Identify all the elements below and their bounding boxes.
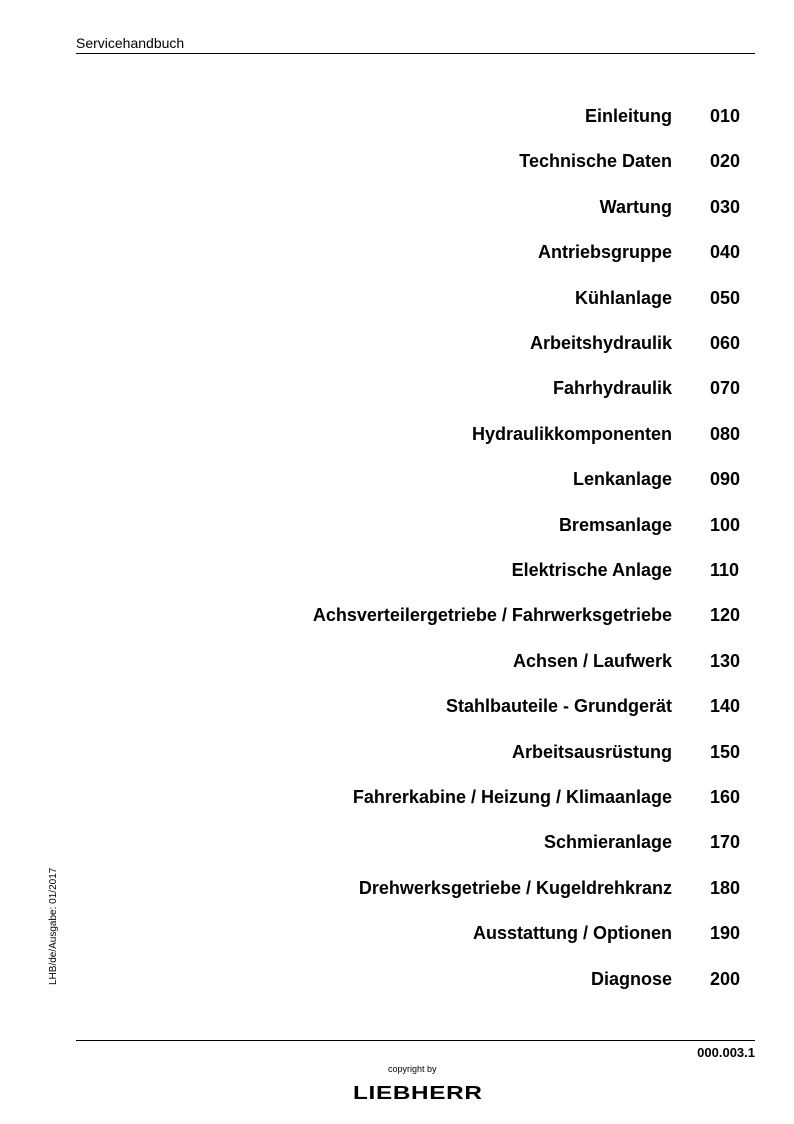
footer-rule [76, 1040, 755, 1041]
toc-entry-number: 100 [710, 514, 741, 535]
toc-entry-number: 030 [710, 196, 741, 217]
toc-entry-number: 090 [710, 469, 741, 490]
toc-entry [0, 969, 794, 997]
toc-entry [0, 424, 794, 452]
toc-entry-title: Fahrhydraulik [552, 378, 672, 399]
toc-entry-number: 080 [710, 423, 741, 444]
toc-entry-title: Bremsanlage [558, 514, 672, 535]
toc-entry-number: 060 [710, 333, 741, 353]
liebherr-logo: LIEBHERR [353, 1083, 483, 1103]
toc-entry-title: Einleitung [585, 106, 672, 126]
toc-entry-title: Arbeitshydraulik [529, 333, 672, 353]
toc-entry-title: Schmieranlage [543, 832, 672, 853]
toc-entry-title: Arbeitsausrüstung [511, 741, 672, 762]
toc-entry-number: 150 [710, 741, 741, 762]
toc-entry-number: 160 [710, 787, 741, 807]
toc-entry-title: Lenkanlage [572, 469, 672, 490]
toc-entry [0, 288, 794, 316]
toc-entry [0, 333, 794, 361]
toc-entry [0, 106, 794, 134]
toc-entry-title: Antriebsgruppe [537, 242, 672, 263]
toc-entry-title: Elektrische Anlage [511, 560, 672, 580]
toc-entry-title: Fahrerkabine / Heizung / Klimaanlage [352, 787, 672, 807]
toc-entry-number: 180 [710, 877, 741, 898]
toc-entry-title: Drehwerksgetriebe / Kugeldrehkranz [358, 877, 672, 898]
toc-entry-title: Achsverteilergetriebe / Fahrwerksgetriebe [312, 605, 672, 626]
toc-entry-title: Hydraulikkomponenten [471, 423, 672, 444]
toc-entry [0, 923, 794, 951]
toc-entry [0, 787, 794, 815]
header-rule [76, 53, 755, 54]
toc-entry [0, 832, 794, 860]
toc-entry-title: Technische Daten [519, 151, 672, 172]
toc-entry-title: Diagnose [590, 968, 672, 989]
toc-entry-number: 010 [710, 106, 741, 126]
toc-entry-number: 130 [710, 650, 741, 671]
toc-entry-number: 040 [710, 242, 741, 263]
toc-entry-number: 190 [710, 923, 741, 944]
toc-entry [0, 651, 794, 679]
toc-entry [0, 742, 794, 770]
toc-entry [0, 878, 794, 906]
toc-entry-title: Achsen / Laufwerk [512, 650, 672, 671]
toc-entry-number: 020 [710, 151, 741, 172]
toc-entry-title: Ausstattung / Optionen [473, 923, 672, 944]
toc-entry-number: 200 [710, 968, 741, 989]
toc-entry [0, 696, 794, 724]
toc-entry [0, 605, 794, 633]
edition-note: LHB/de/Ausgabe: 01/2017 [48, 867, 59, 985]
toc-entry [0, 242, 794, 270]
toc-entry-number: 070 [710, 378, 741, 399]
toc-entry-number: 050 [710, 287, 741, 308]
toc-entry-number: 110 [710, 560, 740, 580]
toc-entry-title: Stahlbauteile - Grundgerät [445, 696, 672, 717]
toc-entry-number: 170 [710, 832, 741, 853]
toc-entry-number: 120 [710, 605, 741, 626]
toc-entry-title: Wartung [599, 196, 672, 217]
toc-entry [0, 151, 794, 179]
document-number: 000.003.1 [697, 1045, 755, 1060]
toc-entry-title: Kühlanlage [574, 287, 672, 308]
toc-entry [0, 560, 794, 588]
toc-entry [0, 378, 794, 406]
copyright-text: copyright by [388, 1064, 437, 1074]
page-header-title: Servicehandbuch [76, 35, 185, 51]
toc-entry [0, 515, 794, 543]
toc-entry [0, 197, 794, 225]
toc-entry [0, 469, 794, 497]
toc-entry-number: 140 [710, 696, 741, 717]
